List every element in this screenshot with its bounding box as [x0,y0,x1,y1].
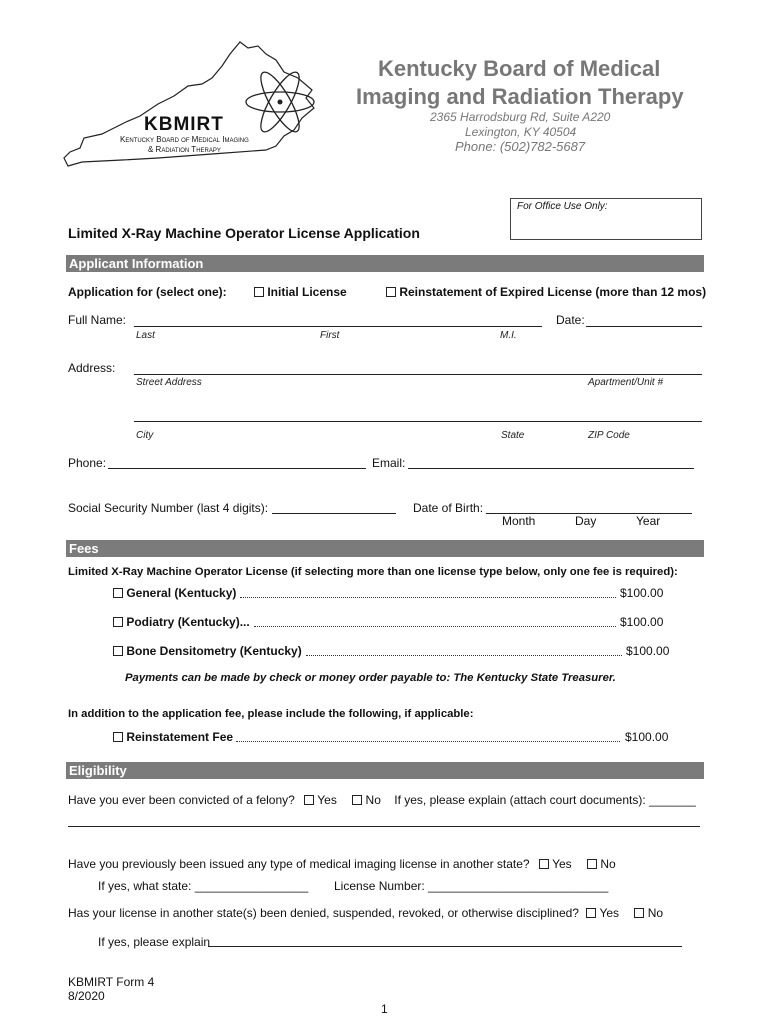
sub-label-year: Year [636,514,661,528]
logo-acronym: KBMIRT [144,114,224,135]
ssn-field[interactable] [272,513,396,514]
sub-label-city: City [136,430,154,441]
additional-fees-intro: In addition to the application fee, please include the following, if applicable: [68,708,474,720]
fee-general-label: General (Kentucky) [126,586,237,600]
sub-label-state: State [501,430,525,441]
disciplined-row [68,906,663,920]
phone-field[interactable] [108,468,366,469]
logo [62,38,332,170]
email-field[interactable] [408,468,694,469]
fee-general-checkbox[interactable] [113,588,123,598]
form-title: Limited X-Ray Machine Operator License Application [68,225,420,241]
disciplined-no-checkbox[interactable] [634,908,644,918]
date-label: Date: [556,313,585,327]
fee-bone-amount: $100.00 [626,644,670,658]
fee-item-reinstatement[interactable] [113,730,233,744]
felony-no-checkbox[interactable] [352,795,362,805]
sub-label-month: Month [502,514,536,528]
fee-reinstatement-label: Reinstatement Fee [126,730,234,744]
section-eligibility: Eligibility [66,762,704,779]
sub-label-zip: ZIP Code [588,430,630,441]
fee-bone-checkbox[interactable] [113,646,123,656]
reinstatement-checkbox[interactable] [386,287,396,297]
fee-item-bone-densitometry[interactable] [113,644,302,658]
fee-podiatry-checkbox[interactable] [113,617,123,627]
footer-form-date: 8/2020 [68,989,105,1003]
office-use-box [510,198,702,240]
payment-note: Payments can be made by check or money order payable to: The Kentucky State Treasurer. [125,672,616,684]
org-address-line2: Lexington, KY 40504 [465,125,577,139]
initial-license-label: Initial License [267,285,347,299]
felony-explain-field[interactable] [68,826,700,827]
explain-field[interactable] [208,946,682,947]
ssn-label: Social Security Number (last 4 digits): [68,501,269,515]
felony-explain: If yes, please explain (attach court documents): _______ [394,793,696,807]
section-fees: Fees [66,540,704,557]
sub-label-first: First [320,330,340,341]
logo-subtitle-line2: & Radiation Therapy [148,145,221,154]
prior-license-no-label: No [600,857,616,871]
sub-label-apt: Apartment/Unit # [588,377,664,388]
initial-license-checkbox[interactable] [254,287,264,297]
page-number: 1 [381,1002,388,1016]
full-name-label: Full Name: [68,313,127,327]
fee-item-podiatry[interactable] [113,615,250,629]
what-state-label[interactable]: If yes, what state: _________________ [98,879,309,893]
prior-license-yes-label: Yes [552,857,572,871]
sub-label-last: Last [136,330,155,341]
license-number-label[interactable]: License Number: ___________________________ [334,879,609,893]
fee-reinstatement-checkbox[interactable] [113,732,123,742]
fee-bone-leader [306,655,622,656]
prior-license-question: Have you previously been issued any type of medical imaging license in another state? [68,857,530,871]
footer-form-name: KBMIRT Form 4 [68,975,155,989]
fee-item-general[interactable] [113,586,236,600]
phone-label: Phone: [68,456,107,470]
prior-license-no-checkbox[interactable] [587,859,597,869]
street-address-field[interactable] [134,374,702,375]
sub-label-street: Street Address [136,377,202,388]
fee-general-leader [240,597,616,598]
city-state-zip-field[interactable] [134,421,702,422]
sub-label-day: Day [575,514,597,528]
application-for-label: Application for (select one): [68,285,227,299]
felony-yes-label: Yes [317,793,337,807]
org-phone: Phone: (502)782-5687 [455,139,586,154]
fee-general-amount: $100.00 [620,586,664,600]
prior-license-row [68,857,616,871]
full-name-field[interactable] [134,326,542,327]
date-field[interactable] [586,326,702,327]
section-applicant-information: Applicant Information [66,255,704,272]
felony-no-label: No [365,793,381,807]
reinstatement-label: Reinstatement of Expired License (more than 12 mos) [399,285,707,299]
disciplined-yes-checkbox[interactable] [586,908,596,918]
reinstatement-option[interactable] [386,285,706,299]
sub-label-mi: M.I. [500,330,517,341]
felony-yes-checkbox[interactable] [304,795,314,805]
felony-question-row [68,793,696,807]
dob-label: Date of Birth: [413,501,484,515]
office-use-label: For Office Use Only: [517,201,608,212]
explain-label: If yes, please explain [98,935,211,949]
fee-reinstatement-amount: $100.00 [625,730,669,744]
atom-icon [246,68,314,137]
org-title-line2: Imaging and Radiation Therapy [356,84,684,109]
org-address-line1: 2365 Harrodsburg Rd, Suite A220 [430,110,611,124]
logo-subtitle-line1: Kentucky Board of Medical Imaging [120,135,249,144]
disciplined-question: Has your license in another state(s) been denied, suspended, revoked, or otherwise disciplined? [68,906,579,920]
fee-reinstatement-leader [236,741,620,742]
disciplined-yes-label: Yes [599,906,620,920]
fees-intro: Limited X-Ray Machine Operator License (if selecting more than one license type below, only one fee is required): [68,566,678,578]
fee-podiatry-label: Podiatry (Kentucky)... [126,615,250,629]
felony-question: Have you ever been convicted of a felony? [68,793,295,807]
prior-license-yes-checkbox[interactable] [539,859,549,869]
disciplined-no-label: No [647,906,664,920]
fee-podiatry-amount: $100.00 [620,615,664,629]
fee-podiatry-leader [254,626,616,627]
fee-bone-label: Bone Densitometry (Kentucky) [126,644,302,658]
address-label: Address: [68,361,116,375]
email-label: Email: [372,456,406,470]
initial-license-option[interactable] [254,285,347,299]
org-title-line1: Kentucky Board of Medical [378,56,661,81]
